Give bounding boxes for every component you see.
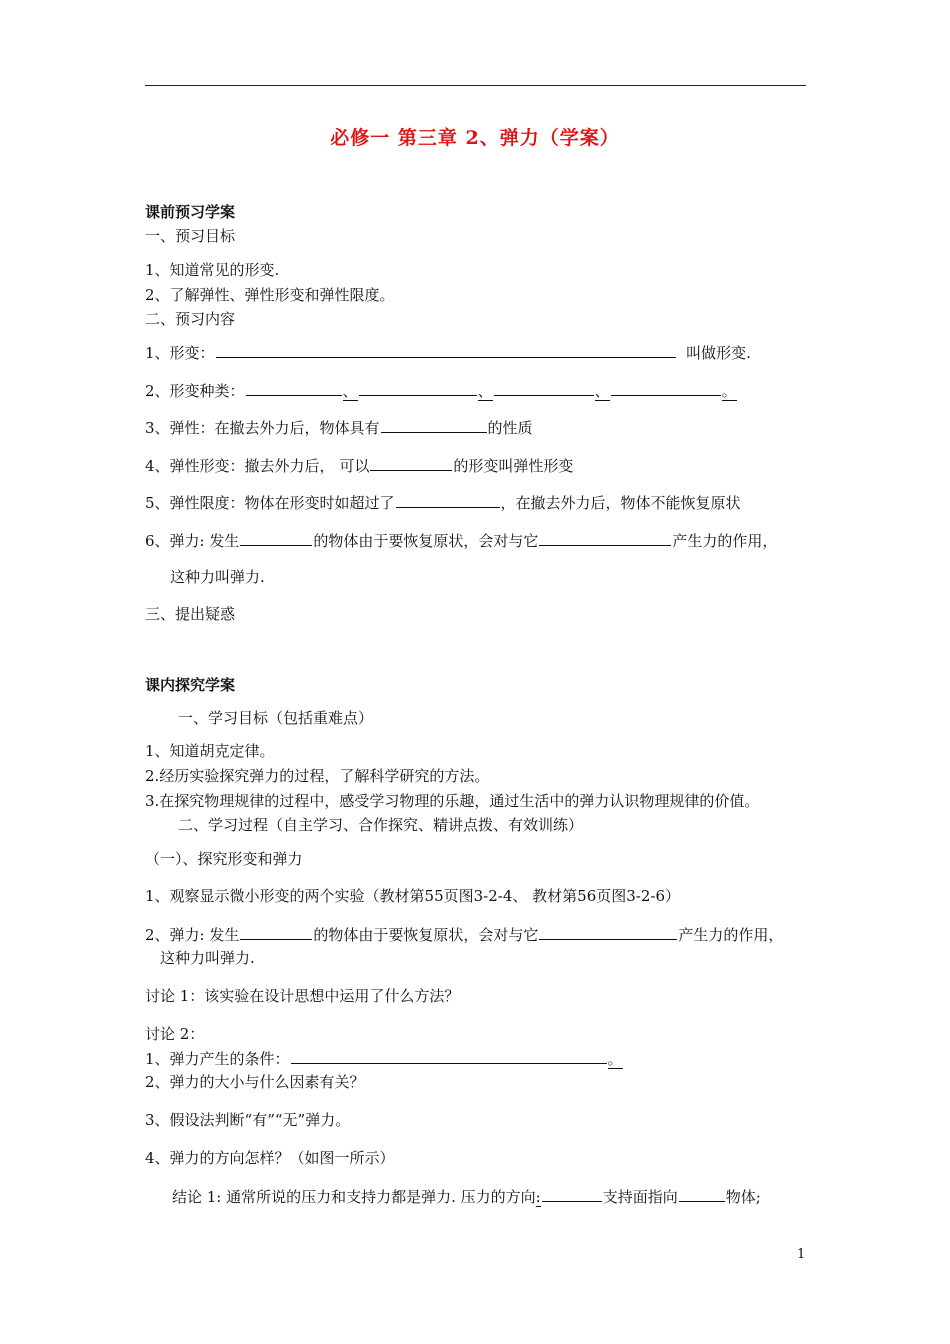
preview-q6-suffix: 产生力的作用，: [672, 532, 778, 550]
preview-q1: [145, 342, 751, 363]
preview-q5-prefix: 5、弹性限度：物体在形变时如超过了: [145, 494, 395, 512]
inclass-q2-blank-2[interactable]: [539, 924, 677, 940]
discussion-item-1-blank[interactable]: [291, 1048, 607, 1064]
preview-q6-mid: 的物体由于要恢复原状，会对与它: [313, 532, 539, 550]
preview-q6-blank-1[interactable]: [240, 530, 312, 546]
inclass-process-heading: 二、学习过程（自主学习、合作探究、精讲点拨、有效训练）: [178, 816, 584, 834]
discussion-item-4: 4、弹力的方向怎样？（如图一所示）: [145, 1149, 395, 1167]
preview-q5-blank[interactable]: [396, 492, 500, 508]
inclass-q2-blank-1[interactable]: [240, 924, 312, 940]
conclusion-1-blank-1[interactable]: [542, 1186, 602, 1202]
inclass-q2-mid: 的物体由于要恢复原状，会对与它: [313, 926, 539, 944]
preview-q3: [145, 417, 533, 438]
inclass-q2-suffix: 产生力的作用，: [678, 926, 784, 944]
conclusion-1-suffix: 物体;: [725, 1188, 761, 1206]
preview-goal-1: 1、知道常见的形变.: [145, 261, 280, 279]
preview-q4-suffix: 的形变叫弹性形变: [453, 457, 574, 475]
discussion-item-2: 2、弹力的大小与什么因素有关？: [145, 1073, 365, 1091]
preview-q2-blank-4[interactable]: [611, 380, 721, 396]
page-number: 1: [797, 1247, 806, 1262]
discussion-1: 讨论 1：该实验在设计思想中运用了什么方法？: [145, 987, 460, 1005]
preview-q2-sep-1: 、: [342, 382, 358, 400]
preview-q2-blank-2[interactable]: [359, 380, 477, 396]
inclass-goal-2: 2.经历实验探究弹力的过程，了解科学研究的方法。: [145, 767, 490, 785]
preview-q2-end: 。: [721, 382, 737, 400]
discussion-item-3: 3、假设法判断“有”“无”弹力。: [145, 1111, 351, 1129]
preview-q2-prefix: 2、形变种类：: [145, 382, 245, 400]
preview-q2-sep-2: 、: [477, 382, 493, 400]
preview-goal-heading: 一、预习目标: [145, 227, 236, 245]
preview-content-heading: 二、预习内容: [145, 310, 236, 328]
preview-q1-suffix: 叫做形变.: [686, 344, 751, 362]
preview-q2-blank-1[interactable]: [246, 380, 342, 396]
conclusion-1-blank-2[interactable]: [679, 1186, 725, 1202]
inclass-q2-prefix: 2、弹力: 发生: [145, 926, 240, 944]
inclass-goal-heading: 一、学习目标（包括重难点）: [178, 709, 374, 727]
preview-q4-blank[interactable]: [370, 455, 452, 471]
preview-q5-suffix: ，在撤去外力后，物体不能恢复原状: [500, 494, 741, 512]
inclass-q2-cont: 这种力叫弹力.: [160, 949, 255, 967]
page-title: 必修一 第三章 2、弹力（学案）: [330, 127, 620, 149]
preview-q3-suffix: 的性质: [487, 419, 533, 437]
section-heading-preview: 课前预习学案: [145, 203, 236, 221]
preview-doubt-heading: 三、提出疑惑: [145, 605, 236, 623]
preview-q5: [145, 492, 741, 513]
preview-q6-cont: 这种力叫弹力.: [170, 568, 265, 586]
section-heading-inclass: 课内探究学案: [145, 676, 236, 694]
preview-q2-sep-3: 、: [594, 382, 610, 400]
inclass-goal-1: 1、知道胡克定律。: [145, 742, 275, 760]
discussion-item-1: [145, 1048, 623, 1069]
preview-q6: [145, 530, 777, 551]
preview-q6-blank-2[interactable]: [539, 530, 671, 546]
preview-q3-blank[interactable]: [381, 417, 487, 433]
preview-q2: [145, 380, 737, 401]
discussion-item-1-end: 。: [607, 1050, 623, 1068]
inclass-observation: 1、观察显示微小形变的两个实验（教材第55页图3-2-4、 教材第56页图3-2-6）: [145, 887, 681, 905]
discussion-item-1-prefix: 1、弹力产生的条件：: [145, 1050, 290, 1068]
preview-q3-prefix: 3、弹性：在撤去外力后，物体具有: [145, 419, 380, 437]
inclass-goal-3: 3.在探究物理规律的过程中，感受学习物理的乐趣，通过生活中的弹力认识物理规律的价值。: [145, 792, 760, 810]
conclusion-1: [172, 1186, 761, 1207]
conclusion-1-prefix: 结论 1: 通常所说的压力和支持力都是弹力. 压力的方向: [172, 1188, 536, 1206]
preview-q1-prefix: 1、形变：: [145, 344, 215, 362]
conclusion-1-mid: 支持面指向: [602, 1188, 678, 1206]
discussion-2: 讨论 2：: [145, 1025, 205, 1043]
inclass-q2: [145, 924, 783, 945]
preview-q4-prefix: 4、弹性形变：撤去外力后， 可以: [145, 457, 370, 475]
preview-goal-2: 2、了解弹性、弹性形变和弹性限度。: [145, 286, 395, 304]
preview-q2-blank-3[interactable]: [494, 380, 594, 396]
preview-q4: [145, 455, 573, 476]
conclusion-1-colon: :: [535, 1188, 541, 1206]
inclass-part1-heading: （一）、探究形变和弹力: [145, 850, 303, 868]
preview-q6-prefix: 6、弹力: 发生: [145, 532, 240, 550]
preview-q1-blank[interactable]: [216, 342, 676, 358]
header-rule: [145, 85, 806, 86]
